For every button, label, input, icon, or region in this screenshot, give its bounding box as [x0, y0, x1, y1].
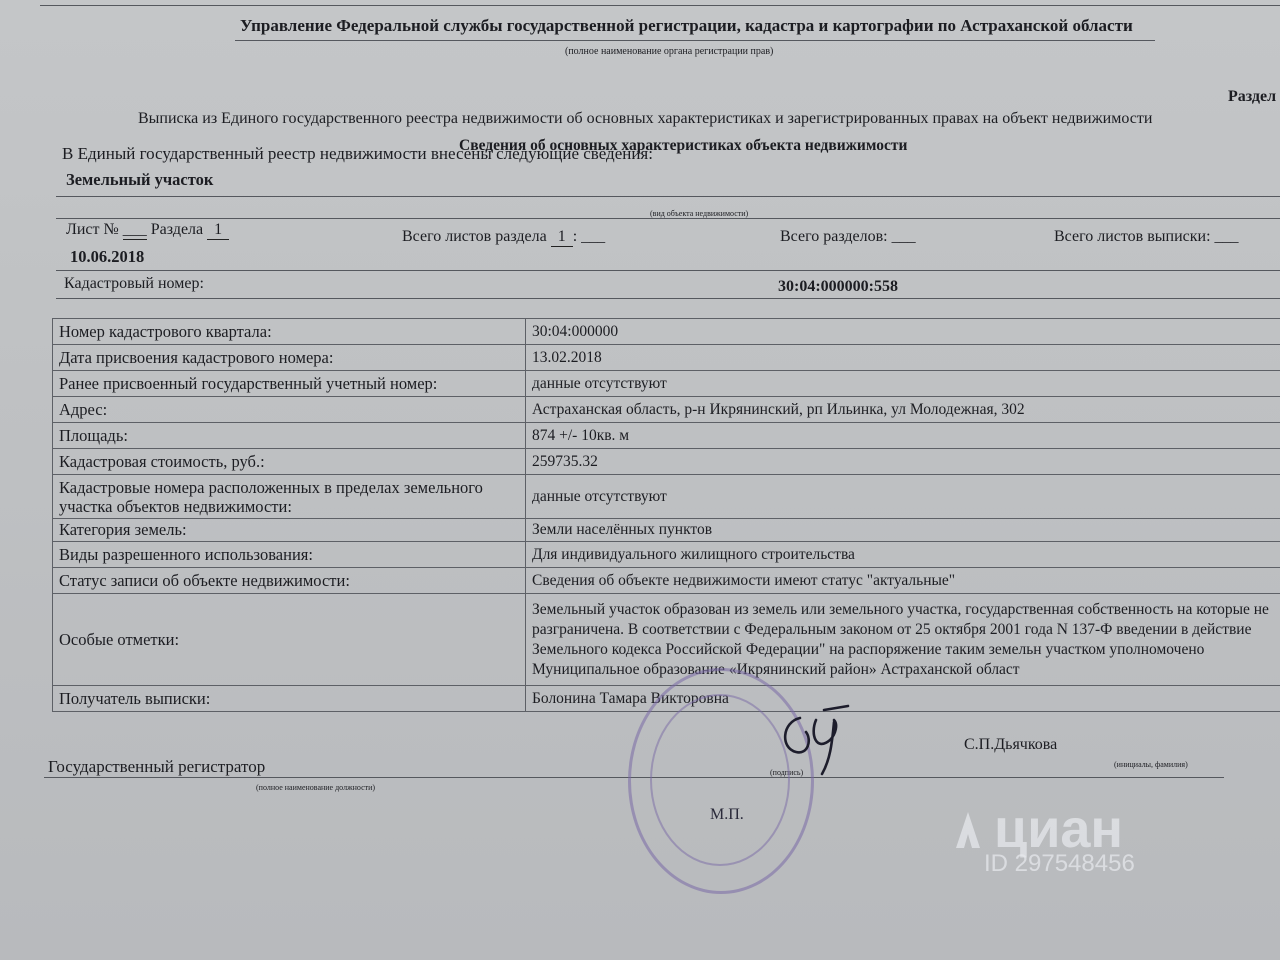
row-key: Кадастровые номера расположенных в пределах земельного участка объектов недвижимости:	[53, 475, 526, 519]
cadastral-number-label: Кадастровый номер:	[64, 275, 204, 292]
cadastral-number-value: 30:04:000000:558	[778, 278, 898, 295]
sheet-number-field	[66, 221, 229, 240]
intro-text: В Единый государственный реестр недвижимости внесены следующие сведения:	[62, 144, 653, 163]
row-value: Астраханская область, р-н Икрянинский, рп Ильинка, ул Молодежная, 302	[526, 397, 1280, 423]
row-value: Земельный участок образован из земель или земельного участка, государственная собственность на которые не разграничена. В соответствии с Федеральным законом от 25 октября 2001 года N 137-Ф введении в действие Земельного кодекса Российской Федерации" на распоряжение таким земельн участком уполномочено Муниципальное образование «Икрянинский район» Астраханской област	[526, 594, 1280, 686]
total-sections-field	[780, 228, 916, 246]
table-row	[53, 449, 1280, 475]
row-key: Адрес:	[53, 397, 526, 423]
table-row	[53, 568, 1280, 594]
total-extract-sheets-field	[1054, 228, 1239, 246]
row-key: Ранее присвоенный государственный учетный номер:	[53, 371, 526, 397]
row-value: Земли населённых пунктов	[526, 519, 1280, 542]
signature-caption: (подпись)	[770, 768, 804, 777]
extract-title: Выписка из Единого государственного реестра недвижимости об основных характеристиках и зарегистрированных правах на объект недвижимости	[138, 110, 1153, 127]
cian-logo-icon	[946, 808, 990, 852]
cadastral-top-rule	[56, 270, 1280, 271]
registrar-name: С.П.Дьячкова	[964, 736, 1058, 753]
registrar-position: Государственный регистратор	[48, 757, 266, 776]
section-subtitle: Сведения об основных характеристиках объекта недвижимости	[459, 137, 908, 154]
row-value: Болонина Тамара Викторовна	[526, 686, 1280, 712]
row-key: Особые отметки:	[53, 594, 526, 686]
sheet-top-rule	[56, 218, 1280, 219]
authority-underline	[235, 40, 1155, 41]
total-sections-label: Всего разделов:	[780, 228, 888, 245]
seal-label: М.П.	[710, 806, 744, 823]
total-extract-sheets-label: Всего листов выписки:	[1054, 228, 1211, 245]
row-key: Статус записи об объекте недвижимости:	[53, 568, 526, 594]
row-key: Получатель выписки:	[53, 686, 526, 712]
extract-date: 10.06.2018	[70, 247, 145, 266]
total-sheets-section-sep: : ___	[572, 228, 606, 245]
signature-scribble-icon	[760, 700, 860, 780]
object-type: Земельный участок	[66, 170, 214, 189]
row-value: Для индивидуального жилищного строительства	[526, 542, 1280, 568]
section-of-label: Раздела	[150, 221, 204, 238]
table-row	[53, 423, 1280, 449]
characteristics-table	[52, 318, 1280, 712]
total-sheets-section-field	[402, 228, 605, 247]
table-row	[53, 519, 1280, 542]
total-sections-value: ___	[891, 228, 916, 245]
table-row	[53, 319, 1280, 345]
object-type-caption: (вид объекта недвижимости)	[650, 209, 749, 218]
total-sheets-section-label: Всего листов раздела	[402, 228, 547, 245]
row-value: 259735.32	[526, 449, 1280, 475]
table-row	[53, 542, 1280, 568]
row-value: данные отсутствуют	[526, 475, 1280, 519]
row-key: Категория земель:	[53, 519, 526, 542]
authority-name: Управление Федеральной службы государственной регистрации, кадастра и картографии по Астраханской области	[240, 16, 1133, 35]
name-caption: (инициалы, фамилия)	[1114, 760, 1188, 769]
row-key: Кадастровая стоимость, руб.:	[53, 449, 526, 475]
watermark-brand: циан	[994, 799, 1124, 859]
object-type-rule	[56, 196, 1280, 197]
section-number: 1	[207, 221, 229, 240]
table-row	[53, 397, 1280, 423]
table-row	[53, 594, 1280, 686]
row-key: Дата присвоения кадастрового номера:	[53, 345, 526, 371]
total-sheets-section-number: 1	[551, 228, 573, 247]
authority-caption: (полное наименование органа регистрации прав)	[565, 46, 774, 57]
total-extract-sheets-value: ___	[1214, 228, 1239, 245]
table-row	[53, 371, 1280, 397]
position-caption: (полное наименование должности)	[256, 783, 376, 792]
sheet-label: Лист №	[66, 221, 119, 238]
row-key: Площадь:	[53, 423, 526, 449]
row-key: Номер кадастрового квартала:	[53, 319, 526, 345]
row-value: 874 +/- 10кв. м	[526, 423, 1280, 449]
cadastral-bottom-rule	[56, 298, 1280, 299]
row-value: 30:04:000000	[526, 319, 1280, 345]
row-value: данные отсутствуют	[526, 371, 1280, 397]
row-value: 13.02.2018	[526, 345, 1280, 371]
top-rule	[40, 5, 1280, 6]
table-row	[53, 475, 1280, 519]
table-row	[53, 345, 1280, 371]
row-key: Виды разрешенного использования:	[53, 542, 526, 568]
row-value: Сведения об объекте недвижимости имеют статус "актуальные"	[526, 568, 1280, 594]
watermark-id: ID 297548456	[984, 850, 1135, 877]
section-label: Раздел	[1228, 88, 1277, 105]
sheet-number: ___	[122, 221, 147, 238]
